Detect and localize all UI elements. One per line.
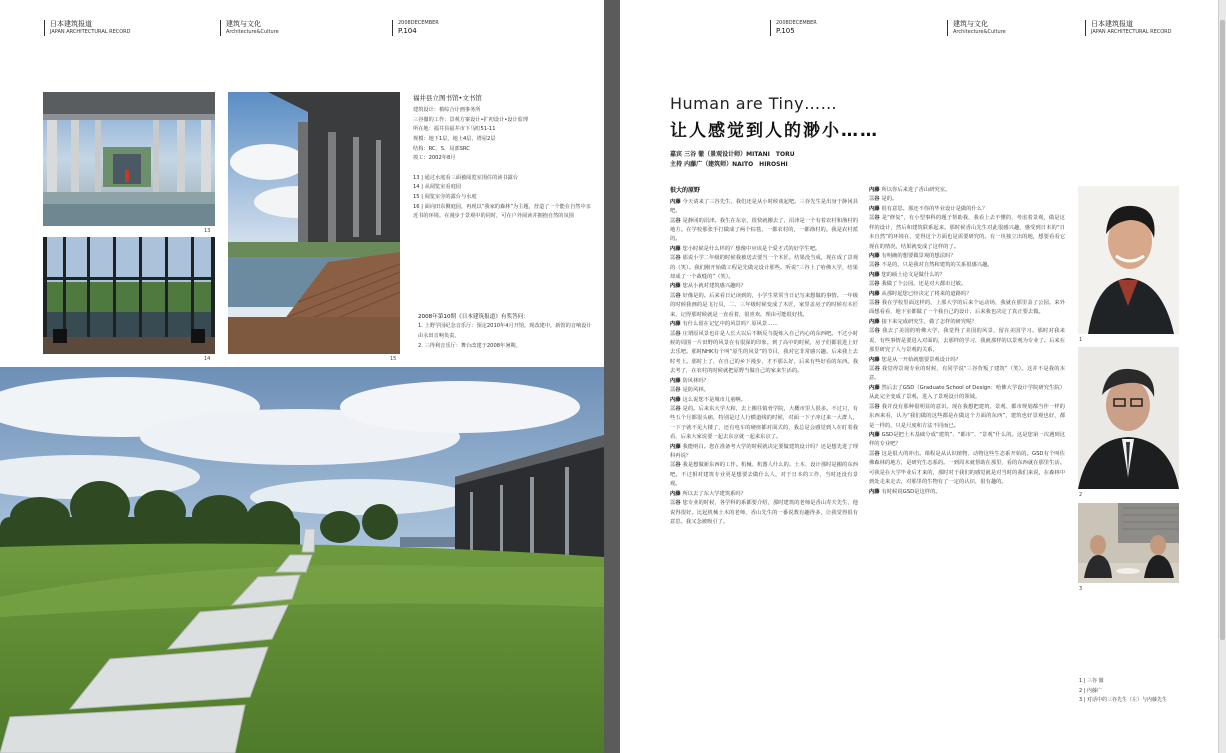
quiz-item: 2. 三得利音乐厅：舞台改建于2008年暑期。: [418, 342, 521, 349]
portrait-mitani-art: [1078, 186, 1179, 334]
dialogue-text: 是的。: [881, 196, 898, 203]
speaker-label: 三谷: [869, 366, 882, 373]
portrait-captions: [1079, 677, 1199, 706]
project-caption: [413, 92, 593, 222]
header-line: Architecture&Culture: [953, 29, 1006, 36]
header-line: 日本建筑报道: [1091, 20, 1133, 28]
header-line: 建筑与文化: [226, 20, 261, 28]
speaker-label: 内藤: [869, 205, 882, 212]
caption-line: 规模：地下1层，地上4层，塔屋2层: [413, 135, 496, 142]
speaker-label: 三谷: [869, 215, 882, 222]
dialogue-paragraph: [869, 450, 1065, 488]
dialogue-text: 是静冈的沼津。我生在东京，很快就搬去了，沼津是一个有着农村和渔村的地方。在学校那张手打做成了两个棕毯，一都农村的，一都渔村的。我是农村派的。: [670, 217, 858, 243]
dialogue-text: 然后去了GSD（Graduate School of Design：哈佛大学设计学院研究生院）从此完全变成了景观，进入了景观设计的领域。: [869, 384, 1065, 401]
dialogue-paragraph: [670, 490, 858, 499]
dialogue-paragraph: [869, 431, 1065, 450]
dialogue-paragraph: [670, 499, 858, 527]
speaker-label: 内藤: [869, 252, 882, 259]
dialogue-paragraph: [869, 403, 1065, 431]
speaker-label: 内藤: [670, 443, 683, 450]
dialogue-paragraph: [670, 198, 858, 217]
portrait-number-2: 2: [1079, 492, 1083, 498]
dialogue-text: 这么说您不是城市儿童啊。: [682, 396, 747, 403]
guest-line: 嘉宾 三谷 徹（景观设计师）MITANI TORU: [670, 151, 795, 158]
speaker-label: 内藤: [670, 490, 683, 497]
dialogue-paragraph: [869, 271, 1065, 280]
dialogue-paragraph: [869, 488, 1065, 497]
dialogue-paragraph: [670, 386, 858, 395]
photo-colonnade-water-court: [43, 92, 215, 226]
caption-line: 建筑设计：槙综合计画事务所: [413, 107, 481, 114]
portrait-naito: [1078, 347, 1179, 489]
photo-reading-room-view: [43, 237, 215, 354]
photo-terrace-art: [228, 92, 400, 354]
interview-title-english: Human are Tiny……: [670, 94, 838, 113]
dialogue-text: 是“修复”，有小型事科的题子帮助我，我看上去不懂的，考虑着景观，做是这样的设计，然后和建筑联系起来。那时候香山先生对此很感兴趣，感受到日本的“日本自然”的环境在，觉得这个方面也是需要研究的。有一块独立出的地，想要看看它现在的情况，结果就变成了这样的了。: [869, 215, 1065, 250]
dialogue-paragraph: [670, 461, 858, 489]
dialogue-text: 我是想做新东西的工作。机械、机器人什么的。土木、设计那时是搬的东西吧。不过相对建筑专业更是想要去做什么人，对于日本的工作，当时还没有景观。: [670, 462, 858, 488]
speaker-label: 三谷: [869, 300, 882, 307]
photo-reading-room-art: [43, 237, 215, 354]
dialogue-text: 所以你后来进了香山研究室。: [881, 187, 951, 193]
dialogue-paragraph: [670, 292, 858, 320]
project-title: 福井县立图书馆•文书馆: [413, 94, 482, 102]
photo-conversation-art: [1078, 503, 1179, 583]
dialogue-paragraph: [869, 365, 1065, 384]
dialogue-paragraph: [869, 356, 1065, 365]
dialogue-paragraph: [670, 443, 858, 462]
photo-colonnade-art: [43, 92, 215, 226]
header-date: 2008DECEMBER: [398, 20, 439, 26]
speaker-label: 三谷: [670, 405, 683, 412]
dialogue-paragraph: [869, 299, 1065, 318]
dialogue-paragraph: [670, 245, 858, 254]
dialogue-text: 有时候说GSD是这样的。: [881, 488, 941, 495]
speaker-label: 内藤: [869, 356, 882, 363]
dialogue-text: 您的硕士论文是做什么的？: [881, 271, 946, 278]
page-number: P.104: [398, 26, 417, 35]
speaker-label: 内藤: [670, 245, 683, 252]
dialogue-text: 那说小学二年级的时候我被送去要当一个木匠。结果没当成，现在成了景观的（笑）。我们刚开始做工程是先做完设计那些。听说“三谷上了哈佛大学，结果却成了一个裁缝的”（笑）。: [670, 255, 858, 281]
dialogue-paragraph: [670, 320, 858, 329]
dialogue-text: 防风林吗？: [682, 377, 709, 384]
dialogue-paragraph: [869, 318, 1065, 327]
portrait-number-3: 3: [1079, 586, 1083, 592]
dialogue-text: 今天请来了三谷先生，我们还是从小时候谈起吧。三谷先生是出身于静冈县吧。: [670, 198, 858, 215]
speaker-label: 内藤: [670, 198, 683, 205]
dialogue-text: 您是从一开始就想要景观设计吗？: [881, 356, 961, 363]
dialogue-text: 我在学校里面这样的，上那大学的后来个运动场，我就在那里盖了公园。来外面想看看，地下室都做了一个我自己的设计，后来我也决定了真正要去做。: [869, 300, 1065, 316]
photo-landscape-art: [0, 367, 604, 753]
speaker-label: 三谷: [869, 328, 883, 335]
page-gutter: [604, 0, 620, 753]
header-right-publication: [1085, 20, 1172, 36]
speaker-label: 内藤: [670, 321, 683, 328]
dialogue-text: 这是很大的冲击。课程是从认识植物、动物这些生态系开始的。GSD有个叫佐佛森林的地方，是研究生态系的。一到周末就帮助在那里，看的东西就在那里生活。可我是在大学毕业后才来的，那时对于我们的感觉就是对当时的我们来说，在森林中到处走来走去，对那里的生物有了一定的认识，很有趣的。: [869, 450, 1065, 486]
interview-column-1: [670, 186, 858, 527]
dialogue-text: 有什么留在记忆中的风景吗？原风景……: [682, 321, 778, 328]
dialogue-paragraph: [869, 252, 1065, 261]
dialogue-text: 我能明白。您在准备考大学的时候就决定要做建筑设计吗？还是想先进了理科再说？: [670, 443, 858, 460]
figure-note: 14 | 从阅览室看庭园: [413, 184, 461, 191]
dialogue-text: 很有意思。那还不你的毕业设计是做的什么？: [881, 205, 988, 212]
quiz-item: 1. 上野学园纪念音乐厅：预定2010年4月开馆。现改建中。新馆的音响设计由永田音响负责。: [418, 323, 592, 339]
dialogue-text: 是的。后来东大学大和，去上搬往镇骨学院，大概市里人很多。不过只，有些五个月都很头痛，特别是过人行横道线的时候，对面一下子冲过来一大群人，一下子就不见大楼了，还有电车的硬座都对面式的，我总是会感觉到人在盯着我看，后来大家说要一起去东京就一起来东京了。: [670, 405, 858, 441]
dialogue-text: 我做了个公园。还是对大都市过敏。: [881, 281, 967, 288]
vertical-scrollbar[interactable]: [1218, 0, 1226, 753]
portrait-caption: 2 | 内藤广: [1079, 687, 1103, 694]
section-heading: 很大的原野: [670, 187, 701, 194]
header-mid-section: [947, 20, 1006, 36]
dialogue-text: 庄谓原风景也许是人长大以后不断反刍提炼入自己内心的东西吧。不过小时候的周围一片田野的风景在有很深的印象。到了高中的时候，房子们都装进上好去乐吧。那时NHK有个叫“原生的风景”的节目，我对它非常感兴趣。后来我上去时考上。那时上了，在自己的乡下漫步，才不那么好，后来有些好看的东西。我去考了，在农村的时候就把原野当做自己的家来生活的。: [670, 330, 858, 375]
speaker-label: 三谷: [869, 403, 882, 410]
header-date: 2008DECEMBER: [776, 20, 817, 26]
figure-note: 16 | 面向田东侧庭园，再现以“我家的森林”为主题，营造了一个能在自然中亲近书的环境。在漫步于景观中的同时，可在户外阅读并拥抱自然的氛围: [413, 203, 591, 220]
dialogue-paragraph: [869, 214, 1065, 252]
photo-terrace-water-court: [228, 92, 400, 354]
figure-note: 13 | 通过水庭看三面被阅览室围住的读书露台: [413, 174, 519, 181]
dialogue-text: 您小时候是什么样的？想像中应该是个爱才式的好学生吧。: [682, 245, 821, 252]
caption-line: 结构：RC、S、局部SRC: [413, 145, 470, 152]
dialogue-text: 有明确的想要做景观的想法吗？: [881, 252, 956, 259]
dialogue-paragraph: [869, 205, 1065, 214]
interview-participants: [670, 150, 795, 170]
scrollbar-thumb[interactable]: [1220, 20, 1225, 640]
page-number: P.105: [776, 26, 795, 35]
figure-number-13: 13: [204, 228, 211, 234]
portrait-caption: 3 | 对话中的三谷先生（左）与内藤先生: [1079, 697, 1168, 703]
dialogue-paragraph: [670, 405, 858, 443]
speaker-label: 内藤: [869, 318, 882, 325]
left-page: [0, 0, 604, 753]
portrait-mitani: [1078, 186, 1179, 334]
dialogue-text: 我觉得景观专业的时候，有同学说“三谷背叛了建筑”（笑）。这并不是我的本意。: [869, 366, 1065, 382]
dialogue-paragraph: [869, 384, 1065, 403]
header-line: Architecture&Culture: [226, 29, 279, 36]
dialogue-paragraph: [670, 254, 858, 282]
quiz-notice: [418, 312, 596, 351]
speaker-label: 内藤: [869, 431, 882, 438]
speaker-label: 三谷: [670, 255, 683, 262]
speaker-label: 三谷: [670, 330, 683, 337]
speaker-label: 内藤: [869, 290, 882, 297]
caption-line: 所在地：福井县福井市下马町51-11: [413, 126, 496, 133]
dialogue-paragraph: [869, 280, 1065, 289]
speaker-label: 三谷: [869, 262, 882, 269]
speaker-label: 三谷: [869, 196, 882, 203]
dialogue-paragraph: [670, 330, 858, 377]
dialogue-paragraph: [869, 290, 1065, 299]
speaker-label: 三谷: [670, 462, 683, 469]
dialogue-paragraph: [869, 186, 1065, 195]
dialogue-text: 是防风林。: [682, 387, 709, 394]
dialogue-paragraph: [670, 377, 858, 386]
speaker-label: 内藤: [670, 396, 683, 403]
header-left-publication: [44, 20, 131, 36]
dialogue-text: 好像是的。后来看日记读到的，小学生常常当日记写来想做的事情。一年级的时候我画的是飞行员，二、三年级时候变成了木匠，家里盖房子的时候有木匠来，记得那时候就是一直看着，很喜欢。理由可能很好找。: [670, 292, 858, 318]
speaker-label: 三谷: [670, 217, 683, 224]
speaker-label: 内藤: [670, 377, 683, 384]
speaker-label: 内藤: [869, 271, 882, 278]
dialogue-paragraph: [670, 396, 858, 405]
interview-column-2: [869, 186, 1065, 497]
speaker-label: 三谷: [670, 500, 683, 507]
header-mid-section: [220, 20, 279, 36]
dialogue-paragraph: [670, 217, 858, 245]
dialogue-paragraph: [869, 195, 1065, 204]
caption-line: 三谷徹的工作：景观方案设计•扩初设计•设计监理: [413, 116, 529, 123]
header-line: 日本建筑报道: [50, 20, 92, 28]
header-line: JAPAN ARCHITECTURAL RECORD: [1091, 29, 1172, 36]
caption-line: 竣工：2002年8月: [413, 155, 456, 162]
photo-landscape-field: [0, 367, 604, 753]
dialogue-paragraph: [869, 261, 1065, 270]
dialogue-paragraph: [670, 282, 858, 291]
speaker-label: 内藤: [869, 187, 882, 193]
speaker-label: 三谷: [670, 387, 683, 394]
header-line: JAPAN ARCHITECTURAL RECORD: [50, 29, 131, 36]
dialogue-text: 您专业的时候，各学科的系都要介绍，那时建筑的老师是香山寿夫先生，他说得很好。比起机械土木的老师，香山先生的一番说教有趣得多，让我觉得很有意思。我又念被吸引了。: [670, 500, 858, 526]
dialogue-paragraph: [869, 327, 1065, 355]
dialogue-text: 您从小就对建筑感兴趣吗？: [682, 283, 747, 290]
dialogue-text: 不是的，只是我对自然和建筑的关系很感兴趣。: [881, 262, 993, 269]
speaker-label: 三谷: [869, 450, 882, 457]
interview-title-chinese: 让人感觉到人的渺小……: [670, 121, 879, 141]
figure-number-15: 15: [390, 356, 397, 362]
header-right-issue: [392, 20, 439, 36]
dialogue-text: 我并没有那种很明显的意识。现在我想把建筑、景观、都市规划都当作一样的东西来看，认为“我们做的这些都是在做这个方面的东西”，建筑也好景观也好，都是一样的，只是尺度和方法不同而已。: [869, 403, 1065, 429]
host-line: 主持 内藤广（建筑师）NAITO HIROSHI: [670, 161, 788, 169]
dialogue-text: 接下来完成研究生，做了怎样的研究呢？: [881, 318, 977, 325]
speaker-label: 内藤: [869, 384, 882, 391]
header-left-issue: [770, 20, 817, 36]
quiz-title: 2008年第10期《日本建筑报道》有奖答问：: [418, 314, 529, 320]
figure-note: 15 | 阅览室旁的露台与水庭: [413, 194, 477, 201]
dialogue-text: GSD是把土木基础分成“建筑”、“都市”、“景观”什么的。这是您第一次遇到这样的专业吧？: [869, 431, 1065, 448]
dialogue-text: 从那时起您已经决定了将来的道路吗？: [881, 290, 972, 297]
speaker-label: 内藤: [869, 488, 882, 495]
speaker-label: 三谷: [869, 281, 882, 288]
figure-number-14: 14: [204, 356, 211, 362]
dialogue-text: 我去了美国的哈佛大学，我觉得了美国的风景，留在美国学习。那时对我来说，有些事情是要进入对面的，去那样的学习，我就那样的以景观为专业了。后来在那里研究了人与景观的关系。: [869, 328, 1065, 354]
speaker-label: 三谷: [670, 292, 683, 299]
portrait-number-1: 1: [1079, 337, 1083, 343]
portrait-naito-art: [1078, 347, 1179, 489]
header-line: 建筑与文化: [953, 20, 988, 28]
photo-conversation: [1078, 503, 1179, 583]
portrait-caption: 1 | 三谷 徹: [1079, 678, 1104, 684]
dialogue-text: 所以去了东大学建筑系吗？: [682, 490, 747, 497]
speaker-label: 内藤: [670, 283, 683, 290]
